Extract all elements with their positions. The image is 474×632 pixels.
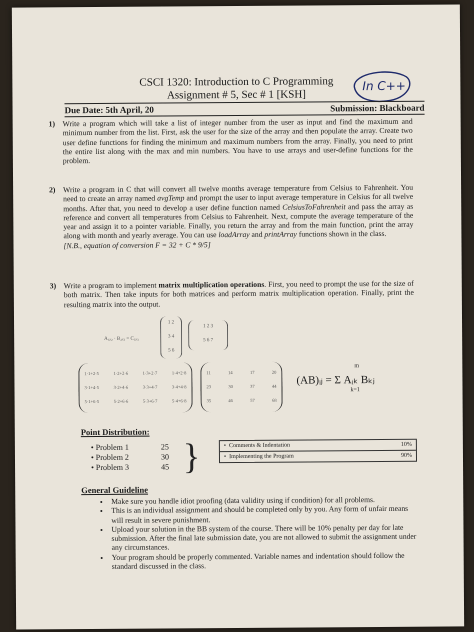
problem-2 [49,182,414,251]
function-name: CelsiusToFahrenheit [282,201,346,212]
brace-icon: } [182,436,201,477]
problem-number: 1) [48,119,56,129]
problem-text: and pass the array as reference and convert all temperatures from Celsius to Fahrenheit. Next, compute the average temperature of the year and assign it to a pointer variable. Finally, you return the array and from the main function, print the array along with month and yearly average. You can use [63,201,414,241]
problem-emphasis: matrix multiplication operations [158,279,265,290]
matrix-a-row: 1 2 [167,320,175,326]
list-item: • Problem 1 25 [90,442,169,453]
problem-text: Write a program in C that will convert all twelve months average temperature from Celsius to Fahrenheit. You need to create an array named [63,182,414,204]
matrix-cell: 1·2+2·6 [113,370,129,376]
problem-points: 25 [160,442,169,452]
course-title: CSCI 1320: Introduction to C Programming [139,75,334,89]
rubric-row: • Comments & Indentation 10% [220,440,416,452]
assignment-title: Assignment # 5, Sec # 1 [KSH] [166,88,307,102]
conversion-note: [N.B., equation of conversion F = 32 + C * 9/5] [63,239,211,250]
problem-1 [48,116,413,166]
list-item: • Problem 2 30 [90,452,170,463]
list-item: • This is an individual assignment and should be completed only by you. Any form of unfair means will result in severe punishment. [111,504,419,525]
submission-method: Submission: Blackboard [330,102,425,114]
matrix-cell: 5·3+6·7 [142,398,158,404]
matrix-cell: 5·1+6·5 [84,398,100,405]
matrix-cell: 3·3+4·7 [142,384,158,390]
general-guideline-list [101,495,420,572]
handwritten-text: In C++ [362,78,406,94]
matrix-cell: 1·4+2·8 [171,370,187,376]
matrix-b [188,320,228,350]
matrix-cell: 1·1+2·5 [84,370,99,377]
matrix-a [160,316,182,358]
problem-text: functions shown in the class. [296,229,387,240]
problem-text: . First, you need to prompt the use for the size of both matrix. Then take inputs for both matrices and perform matrix multiplication operation. Finally, print the resulting matrix into the output. [63,278,414,309]
due-date-bar [65,101,425,118]
matrix-equation-label: A₃ₓ₂ · B₂ₓ₃ = C₃ₓ₃ [104,336,139,342]
assignment-sheet [12,4,464,629]
matrix-cell: 3·4+4·8 [171,384,187,390]
matrix-a-row: 5 6 [168,348,175,354]
point-distribution-list [91,442,169,473]
matrix-cell: 3·1+4·5 [84,384,100,391]
matrix-cell: 11 [206,370,211,376]
list-item: • Upload your solution in the BB system of the course. There will be 10% penalty per day for late submission. After the final late submission date, you are not allowed to submit the assignment under any circumstances. [111,523,419,553]
expanded-row-3 [85,394,187,409]
matrix-cell: 5·2+6·6 [113,398,129,404]
matrix-cell: 20 [271,369,277,375]
matrix-cell: 44 [271,383,277,389]
matrix-cell: 30 [228,384,233,390]
list-item: • Make sure you handle idiot proofing (data validity using if condition) for all problems. [111,495,419,506]
problem-3 [49,278,414,309]
grading-rubric [219,439,417,463]
problem-label: Problem 1 [95,442,129,452]
matrix-cell: 5·4+6·8 [171,398,187,404]
problem-number: 3) [49,281,57,291]
matrix-product-formula [296,363,375,394]
problem-text: and [249,230,265,240]
problem-label: Problem 3 [95,462,129,472]
problem-number: 2) [49,185,56,195]
rubric-criterion: Comments & Indentation [228,442,291,450]
problem-text: Write a program which will take a list of integer number from the user as input and find the maximum and minimum number from the list. First, ask the user for the size of the array and then populate the array. Create two user define functions for finding the minimum and maximum numbers from the array. Finally, you need to print the entire list along with the max and min numbers. You have to use arrays and user-define functions for the problem. [62,116,413,166]
matrix-cell: 3·2+4·6 [113,384,129,390]
function-name: loadArray [218,230,250,240]
result-row-1 [206,366,276,380]
rubric-weight: 90% [400,452,412,459]
expanded-row-1 [84,366,186,381]
array-name: avgTemp [157,193,185,203]
matrix-cell: 68 [272,397,277,403]
matrix-cell: 57 [250,397,255,403]
matrix-cell: 23 [206,384,212,390]
problem-label: Problem 2 [95,452,129,462]
expanded-row-2 [84,380,186,395]
sum-upper-limit: m [354,363,360,370]
matrix-b-row: 5 6 7 [203,338,214,344]
result-row-2 [206,380,276,394]
list-item: • Your program should be properly commented. Variable names and indentation should follow the standard discussed in the class. [112,551,420,572]
problem-points: 45 [161,462,170,472]
rubric-criterion: Implementing the Program [229,453,294,461]
matrix-a-row: 3 4 [167,334,175,340]
result-row-3 [207,394,277,408]
due-date: Due Date: 5th April, 20 [64,104,154,116]
sum-lower-limit: k=1 [350,387,360,394]
handwritten-note [350,65,414,105]
expanded-product-matrix [78,362,192,413]
general-guideline-title: General Guideline [81,484,149,496]
point-distribution-title: Point Distribution: [80,426,150,438]
matrix-cell: 17 [249,369,255,375]
matrix-cell: 37 [250,383,255,389]
formula-text: (AB)ᵢⱼ = Σ Aᵢₖ Bₖⱼ [296,374,375,387]
problem-points: 30 [160,452,170,462]
function-name: printArray [264,230,297,240]
matrix-cell: 14 [228,370,233,376]
matrix-cell: 35 [206,398,212,404]
list-item: • Problem 3 45 [91,462,170,473]
matrix-cell: 1·3+2·7 [142,370,158,376]
problem-text: Write a program to implement [63,280,159,291]
matrix-b-row: 1 2 3 [203,324,214,330]
rubric-row: • Implementing the Program 90% [223,452,412,461]
rubric-weight: 10% [400,441,412,448]
matrix-example [104,315,344,363]
problem-text: and prompt the user to input average temperature in Celsius for all twelve months. After that, you need to develop a user define function named [63,192,414,213]
result-matrix [200,362,282,413]
matrix-cell: 46 [228,398,233,404]
